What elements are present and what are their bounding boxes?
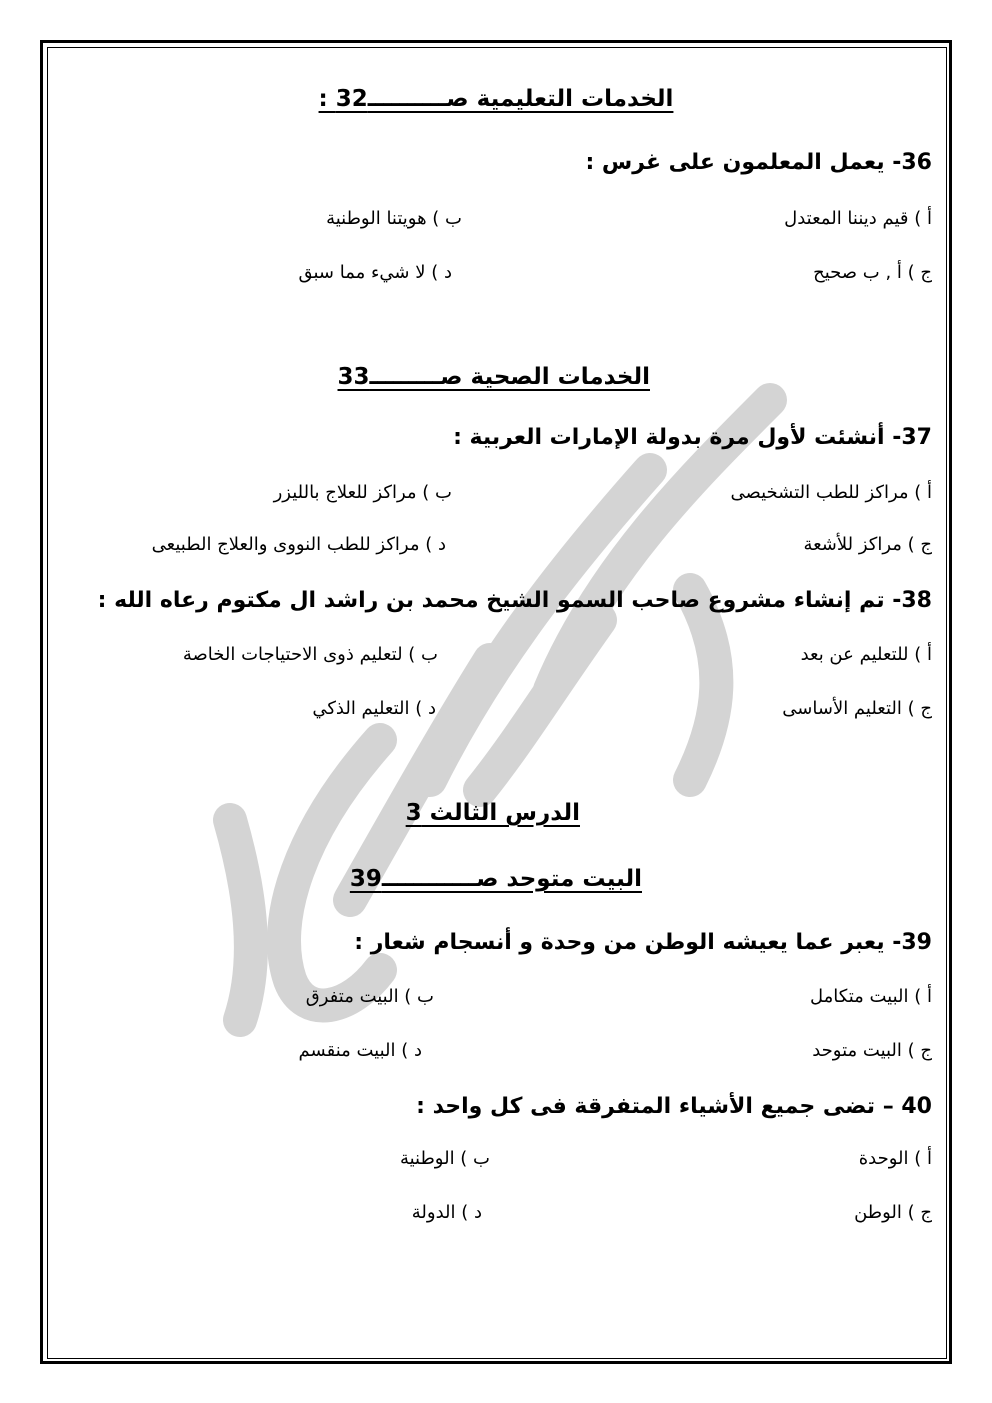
q38-option-d: د ) التعليم الذكي — [312, 698, 436, 719]
q37-option-a: أ ) مراكز للطب التشخيصى — [730, 482, 932, 503]
q37-option-b: ب ) مراكز للعلاج بالليزر — [273, 482, 452, 503]
q38-option-a: أ ) للتعليم عن بعد — [800, 644, 932, 665]
question-38: 38- تم إنشاء مشروع صاحب السمو الشيخ محمد بن راشد ال مكتوم رعاه الله : — [97, 588, 932, 613]
q38-option-c: ج ) التعليم الأساسى — [782, 698, 932, 719]
q40-option-d: د ) الدولة — [411, 1202, 482, 1223]
q40-option-b: ب ) الوطنية — [399, 1148, 490, 1169]
question-39: 39- يعبر عما يعيشه الوطن من وحدة و أنسجام شعار : — [354, 930, 932, 955]
q40-option-a: أ ) الوحدة — [858, 1148, 932, 1169]
q36-option-b: ب ) هويتنا الوطنية — [326, 208, 462, 229]
q38-option-b: ب ) لتعليم ذوى الاحتياجات الخاصة — [182, 644, 438, 665]
q39-option-d: د ) البيت منقسم — [298, 1040, 422, 1061]
q37-option-d: د ) مراكز للطب النووى والعلاج الطبيعى — [151, 534, 446, 555]
q36-option-a: أ ) قيم ديننا المعتدل — [784, 208, 932, 229]
lesson-heading: الدرس الثالث 3 — [405, 800, 580, 826]
q39-option-b: ب ) البيت متفرق — [305, 986, 434, 1007]
q39-option-c: ج ) البيت متوحد — [812, 1040, 932, 1061]
question-36: 36- يعمل المعلمون على غرس : — [585, 150, 932, 175]
q40-option-c: ج ) الوطن — [854, 1202, 932, 1223]
q37-option-c: ج ) مراكز للأشعة — [803, 534, 932, 555]
section-heading-educational-services: الخدمات التعليمية صــــــــــ32 : — [318, 86, 674, 112]
question-40: 40 – تضى جميع الأشياء المتفرقة فى كل واحد : — [416, 1094, 932, 1119]
section-heading-united-house: البيت متوحد صــــــــــــ39 — [349, 866, 642, 892]
q36-option-d: د ) لا شيء مما سبق — [298, 262, 452, 283]
q39-option-a: أ ) البيت متكامل — [810, 986, 932, 1007]
section-heading-health-services: الخدمات الصحية صـــــــــ33 — [337, 364, 650, 390]
question-37: 37- أنشئت لأول مرة بدولة الإمارات العربية : — [453, 425, 932, 450]
q36-option-c: ج ) أ , ب صحيح — [813, 262, 932, 283]
